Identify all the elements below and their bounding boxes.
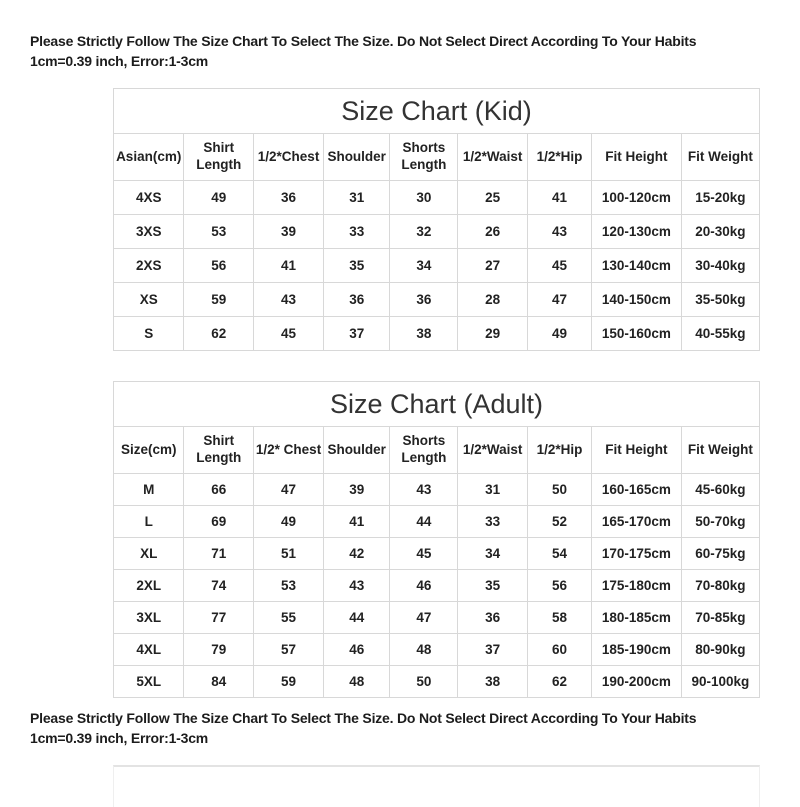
value-cell: 79 (184, 634, 254, 666)
value-cell: 26 (458, 215, 528, 249)
value-cell: 45 (390, 538, 458, 570)
value-cell: 48 (390, 634, 458, 666)
value-cell: 35 (323, 249, 390, 283)
column-header-cell: Asian(cm) (114, 134, 184, 181)
notice-line-2: 1cm=0.39 inch, Error:1-3cm (30, 730, 209, 747)
value-cell: 42 (323, 538, 390, 570)
adult-table-header-row (114, 427, 760, 474)
value-cell: 40-55kg (681, 317, 759, 351)
value-cell: 34 (390, 249, 458, 283)
value-cell: 185-190cm (592, 634, 682, 666)
value-cell: 38 (390, 317, 458, 351)
notice-line-1: Please Strictly Follow The Size Chart To Select The Size. Do Not Select Direct According To Your Habits (30, 710, 697, 726)
value-cell: 36 (390, 283, 458, 317)
size-label-cell: 2XL (114, 570, 184, 602)
value-cell: 43 (254, 283, 324, 317)
value-cell: 41 (254, 249, 324, 283)
value-cell: 47 (254, 474, 324, 506)
size-label-cell: 4XS (114, 181, 184, 215)
value-cell: 150-160cm (592, 317, 682, 351)
value-cell: 43 (528, 215, 592, 249)
size-label-cell: 5XL (114, 666, 184, 698)
size-label-cell: 3XS (114, 215, 184, 249)
value-cell: 58 (528, 602, 592, 634)
table-row (114, 666, 760, 698)
value-cell: 30 (390, 181, 458, 215)
size-label-cell: 3XL (114, 602, 184, 634)
value-cell: 47 (390, 602, 458, 634)
column-header-cell: Size(cm) (114, 427, 184, 474)
value-cell: 35 (458, 570, 528, 602)
value-cell: 60 (528, 634, 592, 666)
value-cell: 165-170cm (592, 506, 682, 538)
column-header-cell: Fit Height (592, 427, 682, 474)
value-cell: 77 (184, 602, 254, 634)
value-cell: 66 (184, 474, 254, 506)
value-cell: 57 (254, 634, 324, 666)
table-row (114, 215, 760, 249)
size-label-cell: 4XL (114, 634, 184, 666)
adult-table-title: Size Chart (Adult) (114, 382, 760, 427)
value-cell: 59 (254, 666, 324, 698)
value-cell: 55 (254, 602, 324, 634)
column-header-cell: Shirt Length (184, 134, 254, 181)
value-cell: 15-20kg (681, 181, 759, 215)
size-label-cell: S (114, 317, 184, 351)
size-label-cell: XL (114, 538, 184, 570)
value-cell: 175-180cm (592, 570, 682, 602)
table-row (114, 181, 760, 215)
value-cell: 69 (184, 506, 254, 538)
table-row (114, 249, 760, 283)
value-cell: 70-80kg (681, 570, 759, 602)
value-cell: 170-175cm (592, 538, 682, 570)
value-cell: 20-30kg (681, 215, 759, 249)
value-cell: 36 (323, 283, 390, 317)
value-cell: 74 (184, 570, 254, 602)
value-cell: 36 (254, 181, 324, 215)
column-header-cell: Shorts Length (390, 134, 458, 181)
column-header-cell: 1/2*Hip (528, 427, 592, 474)
size-label-cell: XS (114, 283, 184, 317)
value-cell: 60-75kg (681, 538, 759, 570)
value-cell: 30-40kg (681, 249, 759, 283)
value-cell: 45-60kg (681, 474, 759, 506)
column-header-cell: Shirt Length (184, 427, 254, 474)
value-cell: 62 (528, 666, 592, 698)
value-cell: 100-120cm (592, 181, 682, 215)
column-header-cell: 1/2*Chest (254, 134, 324, 181)
value-cell: 41 (323, 506, 390, 538)
value-cell: 45 (254, 317, 324, 351)
table-row (114, 538, 760, 570)
value-cell: 31 (323, 181, 390, 215)
value-cell: 32 (390, 215, 458, 249)
value-cell: 43 (390, 474, 458, 506)
value-cell: 44 (390, 506, 458, 538)
notice-line-1: Please Strictly Follow The Size Chart To Select The Size. Do Not Select Direct According To Your Habits (30, 33, 697, 49)
value-cell: 59 (184, 283, 254, 317)
value-cell: 50 (528, 474, 592, 506)
value-cell: 38 (458, 666, 528, 698)
column-header-cell: Fit Height (592, 134, 682, 181)
kid-table-body (114, 181, 760, 351)
value-cell: 46 (323, 634, 390, 666)
column-header-cell: 1/2* Chest (254, 427, 324, 474)
kid-table-header-row (114, 134, 760, 181)
column-header-cell: Fit Weight (681, 134, 759, 181)
value-cell: 33 (323, 215, 390, 249)
table-row (114, 474, 760, 506)
table-row (114, 634, 760, 666)
value-cell: 62 (184, 317, 254, 351)
value-cell: 47 (528, 283, 592, 317)
adult-table-title-row (114, 382, 760, 427)
size-chart-adult (113, 381, 760, 698)
column-header-cell: 1/2*Waist (458, 134, 528, 181)
value-cell: 35-50kg (681, 283, 759, 317)
adult-size-table (113, 381, 760, 698)
value-cell: 44 (323, 602, 390, 634)
next-section-partial-box (113, 765, 760, 807)
value-cell: 90-100kg (681, 666, 759, 698)
value-cell: 54 (528, 538, 592, 570)
value-cell: 53 (184, 215, 254, 249)
column-header-cell: Shoulder (323, 134, 390, 181)
value-cell: 37 (323, 317, 390, 351)
table-row (114, 506, 760, 538)
value-cell: 33 (458, 506, 528, 538)
value-cell: 71 (184, 538, 254, 570)
value-cell: 27 (458, 249, 528, 283)
value-cell: 190-200cm (592, 666, 682, 698)
value-cell: 37 (458, 634, 528, 666)
notice-line-2: 1cm=0.39 inch, Error:1-3cm (30, 53, 209, 70)
value-cell: 34 (458, 538, 528, 570)
value-cell: 53 (254, 570, 324, 602)
value-cell: 31 (458, 474, 528, 506)
adult-table-body (114, 474, 760, 698)
column-header-cell: Shoulder (323, 427, 390, 474)
size-notice-top (30, 31, 696, 72)
size-chart-kid (113, 88, 760, 351)
value-cell: 36 (458, 602, 528, 634)
kid-table-title: Size Chart (Kid) (114, 89, 760, 134)
value-cell: 48 (323, 666, 390, 698)
value-cell: 43 (323, 570, 390, 602)
value-cell: 160-165cm (592, 474, 682, 506)
column-header-cell: 1/2*Hip (528, 134, 592, 181)
size-label-cell: L (114, 506, 184, 538)
value-cell: 49 (254, 506, 324, 538)
value-cell: 56 (184, 249, 254, 283)
value-cell: 84 (184, 666, 254, 698)
table-row (114, 317, 760, 351)
table-row (114, 283, 760, 317)
value-cell: 140-150cm (592, 283, 682, 317)
table-row (114, 602, 760, 634)
size-notice-bottom (30, 708, 696, 749)
column-header-cell: 1/2*Waist (458, 427, 528, 474)
table-row (114, 570, 760, 602)
value-cell: 29 (458, 317, 528, 351)
value-cell: 39 (323, 474, 390, 506)
value-cell: 56 (528, 570, 592, 602)
value-cell: 50-70kg (681, 506, 759, 538)
value-cell: 51 (254, 538, 324, 570)
size-label-cell: M (114, 474, 184, 506)
column-header-cell: Shorts Length (390, 427, 458, 474)
value-cell: 50 (390, 666, 458, 698)
value-cell: 80-90kg (681, 634, 759, 666)
value-cell: 46 (390, 570, 458, 602)
value-cell: 120-130cm (592, 215, 682, 249)
value-cell: 41 (528, 181, 592, 215)
value-cell: 52 (528, 506, 592, 538)
value-cell: 130-140cm (592, 249, 682, 283)
value-cell: 49 (184, 181, 254, 215)
value-cell: 25 (458, 181, 528, 215)
size-label-cell: 2XS (114, 249, 184, 283)
value-cell: 70-85kg (681, 602, 759, 634)
value-cell: 49 (528, 317, 592, 351)
value-cell: 45 (528, 249, 592, 283)
value-cell: 28 (458, 283, 528, 317)
value-cell: 39 (254, 215, 324, 249)
kid-table-title-row (114, 89, 760, 134)
value-cell: 180-185cm (592, 602, 682, 634)
column-header-cell: Fit Weight (681, 427, 759, 474)
kid-size-table (113, 88, 760, 351)
